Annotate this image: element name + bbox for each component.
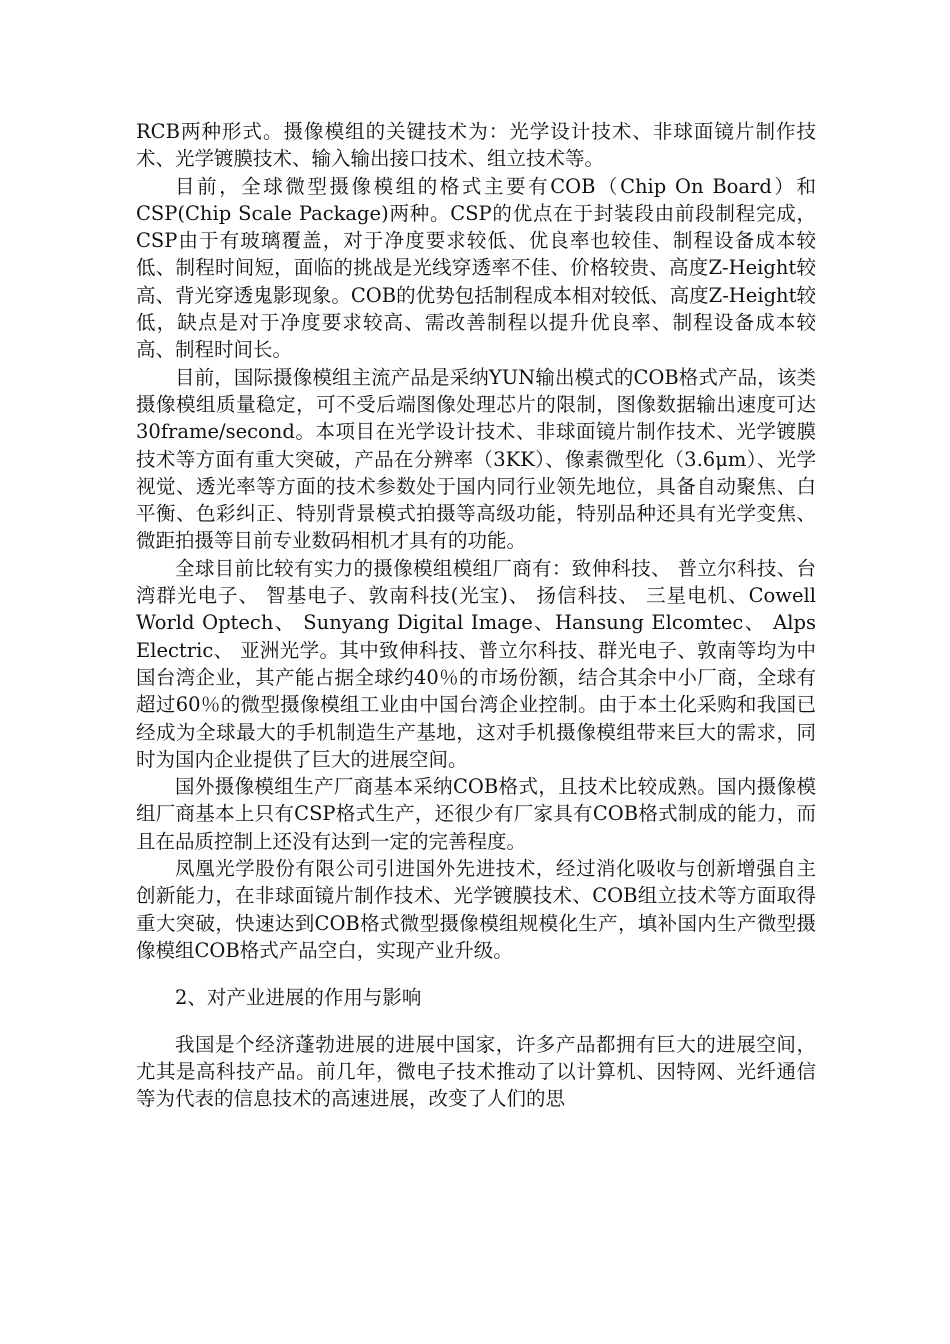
paragraph-global-manufacturers: 全球目前比较有实力的摄像模组模组厂商有：致伸科技、 普立尔科技、台湾群光电子、 智基电子、敦南科技(光宝)、 扬信科技、 三星电机、Cowell World Optech、 Sunyang Digital Image、Hansung Elcomtec、 Alps Electric、 亚洲光学。其中致伸科技、普立尔科技、群光电子、敦南等均为中国台湾企业，其产能占据全球约40％的市场份额，结合其余中小厂商，全球有超过60％的微型摄像模组工业由中国台湾企业控制。由于本土化采购和我国已经成为全球最大的手机制造生产基地，这对手机摄像模组带来巨大的需求，同时为国内企业提供了巨大的进展空间。: [136, 556, 816, 771]
paragraph-domestic-vs-foreign: 国外摄像模组生产厂商基本采纳COB格式，且技术比较成熟。国内摄像模组厂商基本上只有CSP格式生产，还很少有厂家具有COB格式制成的能力，而且在品质控制上还没有达到一定的完善程度。: [136, 775, 816, 853]
document-page: [136, 118, 816, 1112]
paragraph-mainstream-products: 目前，国际摄像模组主流产品是采纳YUN输出模式的COB格式产品，该类摄像模组质量稳定，可不受后端图像处理芯片的限制，图像数据输出速度可达30frame/second。本项目在光学设计技术、非球面镜片制作技术、光学镀膜技术等方面有重大突破，产品在分辨率（3KK）、像素微型化（3.6μm）、光学视觉、透光率等方面的技术参数处于国内同行业领先地位，具备自动聚焦、白平衡、色彩纠正、特别背景模式拍摄等高级功能，特别品种还具有光学变焦、微距拍摄等目前专业数码相机才具有的功能。: [136, 365, 816, 553]
paragraph-industry-impact: 我国是个经济蓬勃进展的进展中国家，许多产品都拥有巨大的进展空间，尤其是高科技产品。前几年，微电子技术推动了以计算机、因特网、光纤通信等为代表的信息技术的高速进展，改变了人们的思: [136, 1032, 816, 1111]
paragraph-module-formats: 目前，全球微型摄像模组的格式主要有COB（Chip On Board）和CSP(Chip Scale Package)两种。CSP的优点在于封装段由前段制程完成，CSP由于有玻璃覆盖，对于净度要求较低、优良率也较佳、制程设备成本较低、制程时间短，面临的挑战是光线穿透率不佳、价格较贵、高度Z-Height较高、背光穿透鬼影现象。COB的优势包括制程成本相对较低、高度Z-Height较低，缺点是对于净度要求较高、需改善制程以提升优良率、制程设备成本较高、制程时间长。: [136, 174, 816, 362]
section-heading: 2、对产业进展的作用与影响: [175, 986, 422, 1010]
paragraph-phoenix-optical: 凤凰光学股份有限公司引进国外先进技术，经过消化吸收与创新增强自主创新能力，在非球面镜片制作技术、光学镀膜技术、COB组立技术等方面取得重大突破，快速达到COB格式微型摄像模组规模化生产，填补国内生产微型摄像模组COB格式产品空白，实现产业升级。: [136, 857, 816, 962]
paragraph-continuation: RCB两种形式。摄像模组的关键技术为：光学设计技术、非球面镜片制作技术、光学镀膜技术、输入输出接口技术、组立技术等。: [136, 120, 816, 171]
